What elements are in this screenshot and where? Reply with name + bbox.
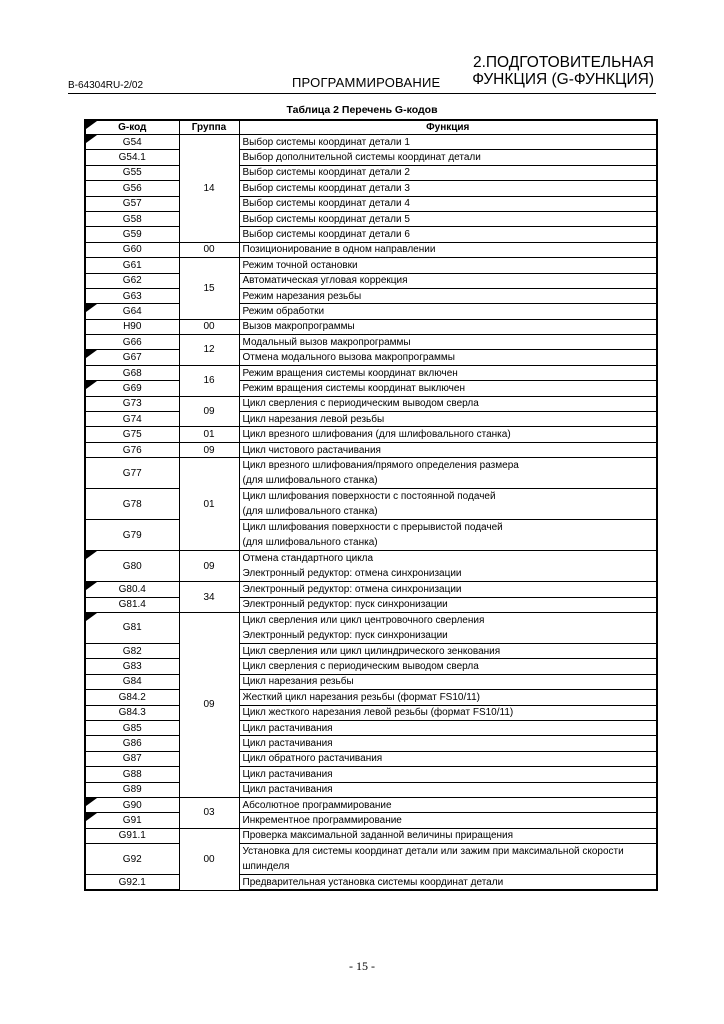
function-line: Предварительная установка системы координат детали [242, 876, 504, 888]
table-row [85, 767, 657, 782]
function-cell [239, 350, 657, 365]
table-body [85, 135, 657, 891]
g-code-cell: G91 [85, 813, 179, 828]
function-line: Выбор системы координат детали 3 [242, 182, 410, 194]
function-cell [239, 412, 657, 427]
group-cell: 15 [179, 258, 239, 320]
group-cell: 12 [179, 335, 239, 366]
g-code-cell: G86 [85, 736, 179, 751]
function-cell [239, 520, 657, 551]
table-row [85, 227, 657, 242]
function-cell [239, 690, 657, 705]
group-cell: 00 [179, 319, 239, 334]
default-marker-icon [86, 813, 97, 821]
group-cell: 00 [179, 242, 239, 257]
function-line: Отмена стандартного цикла [242, 553, 374, 565]
table-row [85, 335, 657, 350]
table-row [85, 258, 657, 273]
g-code-cell: G58 [85, 211, 179, 226]
function-line: Цикл шлифования поверхности с прерывистой подачей [242, 522, 503, 534]
table-row [85, 520, 657, 551]
function-cell [239, 396, 657, 411]
function-cell [239, 135, 657, 150]
table-row [85, 381, 657, 396]
function-line: Режим вращения системы координат включен [242, 367, 458, 379]
table-row [85, 319, 657, 334]
page-number: - 15 - [349, 959, 375, 973]
g-code-cell: G60 [85, 242, 179, 257]
function-cell [239, 181, 657, 196]
g-code-cell: G78 [85, 489, 179, 520]
group-cell: 16 [179, 365, 239, 396]
g-code-cell: G57 [85, 196, 179, 211]
g-code-cell: G80.4 [85, 582, 179, 597]
table-row [85, 135, 657, 150]
table-row [85, 690, 657, 705]
default-marker-icon [86, 304, 97, 312]
g-code-cell: G63 [85, 288, 179, 303]
function-cell [239, 335, 657, 350]
table-row [85, 828, 657, 843]
function-cell [239, 288, 657, 303]
function-cell [239, 258, 657, 273]
g-code-cell: G62 [85, 273, 179, 288]
table-row [85, 304, 657, 319]
function-cell [239, 227, 657, 242]
function-cell [239, 674, 657, 689]
default-marker-icon [86, 613, 97, 621]
g-code-cell: G85 [85, 720, 179, 735]
table-row [85, 150, 657, 165]
function-line: Цикл сверления с периодическим выводом сверла [242, 661, 479, 673]
table-header-row [85, 120, 657, 135]
function-line: Цикл растачивания [242, 738, 333, 750]
function-cell [239, 797, 657, 812]
function-cell [239, 211, 657, 226]
g-code-cell: G80 [85, 551, 179, 582]
chapter-title [472, 54, 654, 88]
g-code-cell: G56 [85, 181, 179, 196]
function-line: Выбор системы координат детали 6 [242, 229, 410, 241]
g-code-cell: G68 [85, 365, 179, 380]
g-code-cell: G75 [85, 427, 179, 442]
function-line: (для шлифовального станка) [242, 475, 378, 487]
function-line: Режим нарезания резьбы [242, 290, 362, 302]
function-cell [239, 442, 657, 457]
g-code-cell: G69 [85, 381, 179, 396]
function-line: Цикл обратного растачивания [242, 753, 383, 765]
function-cell [239, 643, 657, 658]
g-code-cell: G54.1 [85, 150, 179, 165]
function-line: (для шлифовального станка) [242, 537, 378, 549]
function-cell [239, 612, 657, 643]
function-line: Выбор дополнительной системы координат детали [242, 152, 481, 164]
g-code-cell: G87 [85, 751, 179, 766]
function-cell [239, 582, 657, 597]
table-row [85, 489, 657, 520]
g-code-cell: G79 [85, 520, 179, 551]
table-row [85, 165, 657, 180]
table-row [85, 551, 657, 582]
table-row [85, 720, 657, 735]
g-code-cell: G59 [85, 227, 179, 242]
table-row [85, 396, 657, 411]
group-cell: 34 [179, 582, 239, 613]
function-cell [239, 489, 657, 520]
function-line: Режим вращения системы координат выключен [242, 382, 465, 394]
function-line: Модальный вызов макропрограммы [242, 336, 411, 348]
table-caption: Таблица 2 Перечень G-кодов [286, 104, 438, 116]
column-header-code: G-код [85, 120, 179, 135]
table-row [85, 458, 657, 489]
g-code-cell: G84.2 [85, 690, 179, 705]
function-cell [239, 659, 657, 674]
function-cell [239, 458, 657, 489]
function-line: Проверка максимальной заданной величины приращения [242, 830, 514, 842]
group-cell: 03 [179, 797, 239, 828]
table-row [85, 365, 657, 380]
table-row [85, 674, 657, 689]
g-code-cell: G89 [85, 782, 179, 797]
function-line: Цикл врезного шлифования (для шлифовального станка) [242, 429, 511, 441]
table-row [85, 442, 657, 457]
g-code-cell: G61 [85, 258, 179, 273]
chapter-title-line-2: ФУНКЦИЯ (G-ФУНКЦИЯ) [472, 71, 654, 88]
table-row [85, 288, 657, 303]
table-row [85, 612, 657, 643]
function-line: Выбор системы координат детали 5 [242, 213, 410, 225]
g-code-cell: G88 [85, 767, 179, 782]
default-marker-icon [86, 582, 97, 590]
g-code-cell: G84 [85, 674, 179, 689]
function-line: Электронный редуктор: пуск синхронизации [242, 629, 448, 641]
table-row [85, 597, 657, 612]
function-line: Цикл растачивания [242, 784, 333, 796]
header-rule [68, 93, 656, 94]
function-cell [239, 875, 657, 891]
function-line: шпинделя [242, 861, 290, 873]
g-code-cell: G82 [85, 643, 179, 658]
default-marker-icon [86, 798, 97, 806]
function-cell [239, 782, 657, 797]
table-row [85, 242, 657, 257]
table-row [85, 582, 657, 597]
chapter-title-line-1: 2.ПОДГОТОВИТЕЛЬНАЯ [472, 54, 654, 71]
function-cell [239, 319, 657, 334]
function-cell [239, 844, 657, 875]
table-row [85, 705, 657, 720]
function-cell [239, 720, 657, 735]
function-line: Режим точной остановки [242, 259, 358, 271]
column-header-group: Группа [179, 120, 239, 135]
function-line: Цикл сверления с периодическим выводом сверла [242, 398, 479, 410]
group-cell: 14 [179, 135, 239, 243]
function-line: Цикл сверления или цикл центровочного сверления [242, 614, 485, 626]
default-marker-icon [86, 381, 97, 389]
function-line: Вызов макропрограммы [242, 321, 355, 333]
function-line: Абсолютное программирование [242, 799, 392, 811]
function-cell [239, 273, 657, 288]
function-line: Электронный редуктор: отмена синхронизации [242, 568, 462, 580]
g-code-cell: G66 [85, 335, 179, 350]
function-line: (для шлифовального станка) [242, 506, 378, 518]
g-code-cell: G74 [85, 412, 179, 427]
group-cell: 01 [179, 458, 239, 551]
function-line: Цикл врезного шлифования/прямого определения размера [242, 460, 519, 472]
function-line: Цикл жесткого нарезания левой резьбы (формат FS10/11) [242, 707, 514, 719]
table-row [85, 813, 657, 828]
g-code-cell: H90 [85, 319, 179, 334]
function-line: Электронный редуктор: пуск синхронизации [242, 599, 448, 611]
section-title: ПРОГРАММИРОВАНИЕ [292, 75, 441, 90]
g-code-cell: G54 [85, 135, 179, 150]
g-code-cell: G91.1 [85, 828, 179, 843]
function-cell [239, 165, 657, 180]
table-row [85, 875, 657, 891]
g-code-cell: G76 [85, 442, 179, 457]
function-cell [239, 751, 657, 766]
function-cell [239, 597, 657, 612]
function-line: Цикл растачивания [242, 722, 333, 734]
table-row [85, 273, 657, 288]
g-code-cell: G83 [85, 659, 179, 674]
table-row [85, 782, 657, 797]
function-cell [239, 736, 657, 751]
g-code-cell: G55 [85, 165, 179, 180]
function-line: Режим обработки [242, 305, 325, 317]
function-cell [239, 828, 657, 843]
g-code-cell: G73 [85, 396, 179, 411]
function-cell [239, 767, 657, 782]
function-cell [239, 813, 657, 828]
function-line: Выбор системы координат детали 2 [242, 167, 410, 179]
table-row [85, 643, 657, 658]
function-cell [239, 365, 657, 380]
function-line: Цикл чистового растачивания [242, 444, 381, 456]
table-row [85, 412, 657, 427]
function-line: Цикл шлифования поверхности с постоянной подачей [242, 491, 496, 503]
table-row [85, 844, 657, 875]
function-line: Электронный редуктор: отмена синхронизации [242, 583, 462, 595]
function-cell [239, 381, 657, 396]
table-row [85, 196, 657, 211]
g-code-cell: G81 [85, 612, 179, 643]
function-line: Цикл нарезания резьбы [242, 676, 354, 688]
default-marker-icon [86, 121, 97, 129]
g-code-table [84, 119, 658, 891]
column-header-function: Функция [239, 120, 657, 135]
group-cell: 09 [179, 612, 239, 797]
function-line: Жесткий цикл нарезания резьбы (формат FS10/11) [242, 691, 480, 703]
function-cell [239, 304, 657, 319]
group-cell: 09 [179, 551, 239, 582]
function-cell [239, 242, 657, 257]
g-code-cell: G67 [85, 350, 179, 365]
group-cell: 01 [179, 427, 239, 442]
function-cell [239, 196, 657, 211]
table-row [85, 427, 657, 442]
table-row [85, 350, 657, 365]
g-code-cell: G84.3 [85, 705, 179, 720]
table-row [85, 659, 657, 674]
document-code: B-64304RU-2/02 [68, 80, 144, 91]
group-cell: 09 [179, 396, 239, 427]
function-cell [239, 551, 657, 582]
table-row [85, 181, 657, 196]
group-cell: 00 [179, 828, 239, 890]
table-row [85, 736, 657, 751]
g-code-cell: G77 [85, 458, 179, 489]
function-line: Инкрементное программирование [242, 814, 402, 826]
g-code-cell: G64 [85, 304, 179, 319]
g-code-cell: G90 [85, 797, 179, 812]
function-cell [239, 705, 657, 720]
function-line: Автоматическая угловая коррекция [242, 275, 408, 287]
function-line: Цикл нарезания левой резьбы [242, 413, 385, 425]
g-code-cell: G81.4 [85, 597, 179, 612]
function-line: Установка для системы координат детали или зажим при максимальной скорости [242, 846, 624, 858]
g-code-cell: G92 [85, 844, 179, 875]
default-marker-icon [86, 135, 97, 143]
table-row [85, 797, 657, 812]
table-row [85, 211, 657, 226]
function-cell [239, 427, 657, 442]
function-line: Отмена модального вызова макропрограммы [242, 352, 455, 364]
function-line: Позиционирование в одном направлении [242, 244, 436, 256]
table-row [85, 751, 657, 766]
default-marker-icon [86, 350, 97, 358]
g-code-cell: G92.1 [85, 875, 179, 891]
function-line: Цикл сверления или цикл цилиндрического зенкования [242, 645, 501, 657]
function-line: Выбор системы координат детали 1 [242, 136, 410, 148]
function-line: Цикл растачивания [242, 768, 333, 780]
default-marker-icon [86, 551, 97, 559]
function-line: Выбор системы координат детали 4 [242, 198, 410, 210]
function-cell [239, 150, 657, 165]
group-cell: 09 [179, 442, 239, 457]
